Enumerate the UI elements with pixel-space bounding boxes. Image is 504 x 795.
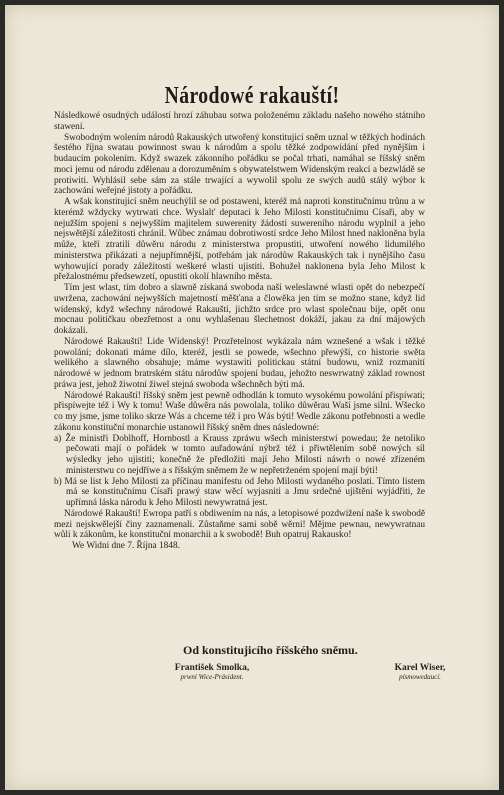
paragraph: a) Že ministři Doblhoff, Hornbostl a Krauss zpráwu wšech ministerstwí powedau; že netoliko pečowati mají o pořádek w tomto auřadowání nýbrž též i přiwtělením sobě nowých síl wýsledky jeho ujistiti; konečně že předložiti mají Jeho Milosti náwrh o nowé zřízeném ministerstwu co nejdříwe a s říšským sněmem že w nepřetrženém spojení mají býti! <box>54 433 425 476</box>
signature-smolka <box>152 663 272 681</box>
paragraph: Národowé Rakauští! Ewropa patří s obdiwením na nás, a letopisowé pozdwižení naše k swobodě mezi nejskwělejší činy zaznamenali. Zůstaňme sami sobě wěrni! Mějme pewnau, newywratnau wůli k zákonům, ke konstituční monarchii a k swobodě! Buh opatruj Rakausko! <box>54 508 425 541</box>
signature-role: písmowedaucí. <box>399 673 441 681</box>
signature-wiser <box>375 663 465 681</box>
signature-name: Karel Wiser, <box>394 663 446 673</box>
page-title: Národowé rakauští! <box>164 83 340 109</box>
paragraph: Tím jest wlast, tím dobro a slawně získaná swoboda naší weleslawné wlasti opět do nebezpečí uwržena, zachowání nejwyšších majetností měšťana a člowěka jen tím se možno stane, když lid wídenský, když wšechny národowé Rakauští, jichžto srdce pro wlast společnau bije, opět onu mocnau političkau obezřetnost a onu wyhlašenau šlechetnost dokáží, jakau za dní májowých dokázali. <box>54 283 425 336</box>
document-body <box>54 111 425 552</box>
paragraph: Národowé Rakauští! říšský sněm jest pewně odhodlán k tomuto wysokému powolání přispíwati; přispíwejte též i Wy k tomu! Waše důwěra nás powolala, toliko důwěrau Waší jsme silni. Wšecko co my jsme, jsme toliko skrze Wás a chceme též i pro Wás býti! Wedle zákonu potřebnosti a wedle zákonu konstituční monarchie ustanowil říšský sněm dnes následowné: <box>54 390 425 433</box>
paragraph: A wšak konstitujicí sněm neuchýlil se od postaweni, kteréž má naproti konstitučnímu trůnu a w kterémž wždycky wytrwati chce. Wyslalt' deputaci k Jeho Milosti konstitučnímu Císaři, aby w nejužším spojení s nejwyšším majitelem suwerenity žádosti suwereního národu wyplnil a jeho nejswětější záležitosti chránil. Wůbec známau dobrotiwostí srdce Jeho Milost hned nakloněna byla může, kteří ztratili důwěru národu z ministerstwa propustiti, utwoření nowého lidumilého ministerstwa přikázati a nejupřímnější, potřebám jak národůw Rakauských tak i nynějšího času wyhowující porady záležitostí weškeré wlasti ujistiti. Bohužel naklonena byla Jeho Milost k přežalostnému předsewzetí, opustiti okolí hlawního města. <box>54 197 425 283</box>
signature-name: František Smolka, <box>174 663 250 673</box>
document-sheet <box>5 5 499 790</box>
closing-line: Od konstitujicího říšského sněmu. <box>183 643 358 657</box>
signature-role: prwní Wice-Präsident. <box>180 673 244 681</box>
paragraph: We Widni dne 7. Října 1848. <box>72 541 180 551</box>
paragraph: b) Má se list k Jeho Milosti za příčinau manifestu od Jeho Milosti wydaného poslati. Tímto listem má se konstitučnímu Císaři prawý staw wěcí wyjasniti a Jmu srdečné ujištění wyjádřiti, že upřímná láska národu k Jeho Milosti newywratná jest. <box>54 476 425 508</box>
paragraph: Následkowé osudných událostí hrozí záhubau sotwa položenému základu našeho nowého státního stawení. <box>54 111 425 132</box>
paragraph: Swobodným wolením národů Rakauských utwořený konstitujicí sněm uznal w těžkých hodinách šestého října swatau powinnost swau k národům a spolu těžké zodpowídání před nynějším i budaucím pokolením. Když swazek zákonního pořádku se počal trhati, namáhal se říšský sněm moci jemu od národu zdělenau a dorozuměním s obywatelstwem Wídenským reakcí a bezwládě se protiwiti. Wyhlásil sebe sám za stále trwající a wywolil spolu ze swých audů stálý wýbor k zachowání weřejné jistoty a pořádku. <box>54 132 425 197</box>
paragraph: Národowé Rakauští! Lide Wídenský! Prozřetelnost wykázala nám wznešené a wšak i těžké powolání; dokonati máme dílo, kteréž, jestli se powede, wšechno přewýší, co historie swěta welikého a slawného obsahuje; máme wystawiti politickau státní budowu, wniž rozmanití národowé w jednom bratrském státu národůw spojení budau, jehožto neswrwatný základ rownost práwa jest, jehož žiwotní žiwel stejná swoboda wšechněch býti má. <box>54 336 425 390</box>
